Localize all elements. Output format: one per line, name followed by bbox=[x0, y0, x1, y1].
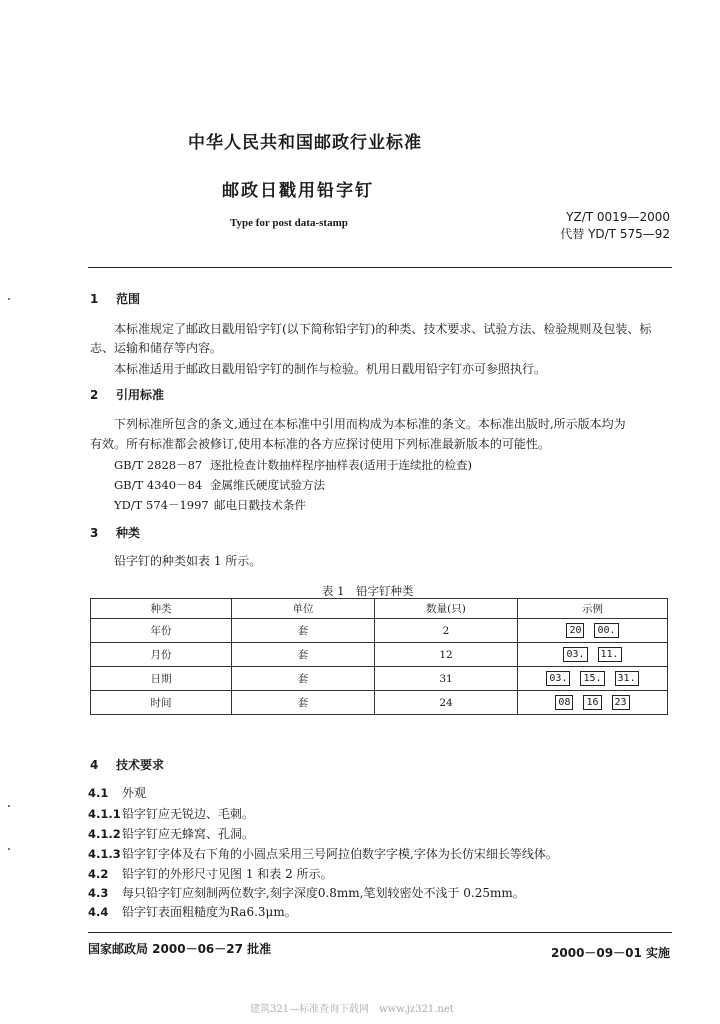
section-number: 1 bbox=[90, 292, 99, 306]
table-row bbox=[91, 667, 668, 691]
table-header-cell: 示例 bbox=[518, 599, 668, 619]
section-3-heading bbox=[90, 524, 140, 541]
table-header-cell: 种类 bbox=[91, 599, 232, 619]
clause-text: 铅字钉应无蜂窝、孔洞。 bbox=[122, 827, 255, 841]
clause-text: 铅字钉表面粗糙度为Ra6.3μm。 bbox=[122, 905, 297, 919]
effective-date: 2000－09－01 实施 bbox=[551, 946, 670, 960]
section-1-para-2: 本标准适用于邮政日戳用铅字钉的制作与检验。机用日戳用铅字钉亦可参照执行。 bbox=[114, 362, 547, 376]
scan-speck bbox=[8, 298, 10, 300]
section-2-para-1b: 有效。所有标准都会被修订,使用本标准的各方应探讨使用下列标准最新版本的可能性。 bbox=[90, 437, 550, 451]
table-header-cell: 单位 bbox=[232, 599, 375, 619]
clause-number: 4.1 bbox=[88, 786, 109, 800]
clause-text: 铅字钉应无锐边、毛刺。 bbox=[122, 807, 255, 821]
section-1-para-1a: 本标准规定了邮政日戳用铅字钉(以下简称铅字钉)的种类、技术要求、试验方法、检验规则及包装、标 bbox=[114, 322, 652, 336]
section-2-para-1a: 下列标准所包含的条文,通过在本标准中引用而构成为本标准的条文。本标准出版时,所示版本均为 bbox=[114, 417, 626, 431]
clause-text: 外观 bbox=[122, 786, 147, 800]
table-header-cell: 数量(只) bbox=[375, 599, 518, 619]
reference-item bbox=[114, 477, 325, 493]
kind-cell: 月份 bbox=[91, 643, 232, 667]
type-stamp-example: 08 bbox=[555, 695, 573, 710]
clause-number: 4.1.3 bbox=[88, 847, 121, 861]
type-stamp-example: 03. bbox=[563, 647, 587, 662]
site-watermark: 建筑321—标准查询下载网 www.jz321.net bbox=[250, 1004, 454, 1015]
requirement-item bbox=[88, 884, 525, 901]
table-row bbox=[91, 619, 668, 643]
reference-name: 金属维氏硬度试验方法 bbox=[210, 478, 325, 492]
section-3-para-1: 铅字钉的种类如表 1 所示。 bbox=[114, 554, 262, 568]
kind-cell: 年份 bbox=[91, 619, 232, 643]
scan-speck bbox=[8, 805, 10, 807]
type-stamp-example: 15. bbox=[580, 671, 604, 686]
reference-name: 邮电日戳技术条件 bbox=[214, 498, 306, 512]
clause-number: 4.4 bbox=[88, 905, 109, 919]
requirement-item bbox=[88, 784, 146, 801]
section-number: 2 bbox=[90, 388, 99, 402]
section-1-para-1b: 志、运输和储存等内容。 bbox=[90, 341, 223, 355]
approval-date: 国家邮政局 2000－06－27 批准 bbox=[88, 942, 272, 956]
example-cell bbox=[518, 619, 668, 643]
requirement-item bbox=[88, 845, 558, 862]
section-title: 范围 bbox=[116, 292, 141, 306]
standard-number-block bbox=[560, 209, 670, 243]
qty-cell: 24 bbox=[375, 691, 518, 715]
scan-speck bbox=[8, 848, 10, 850]
type-stamp-example: 23 bbox=[612, 695, 630, 710]
section-2-heading bbox=[90, 386, 164, 403]
issuing-body: 中华人民共和国邮政行业标准 bbox=[188, 133, 422, 153]
qty-cell: 12 bbox=[375, 643, 518, 667]
section-number: 4 bbox=[90, 758, 99, 772]
qty-cell: 2 bbox=[375, 619, 518, 643]
unit-cell: 套 bbox=[232, 619, 375, 643]
qty-cell: 31 bbox=[375, 667, 518, 691]
example-cell bbox=[518, 691, 668, 715]
clause-number: 4.1.2 bbox=[88, 827, 121, 841]
requirement-item bbox=[88, 865, 333, 882]
clause-number: 4.2 bbox=[88, 867, 109, 881]
kind-cell: 时间 bbox=[91, 691, 232, 715]
table-row bbox=[91, 643, 668, 667]
reference-name: 逐批检查计数抽样程序抽样表(适用于连续批的检查) bbox=[210, 458, 472, 472]
unit-cell: 套 bbox=[232, 691, 375, 715]
section-number: 3 bbox=[90, 526, 99, 540]
reference-code: GB/T 2828－87 bbox=[114, 458, 203, 472]
example-cell bbox=[518, 667, 668, 691]
clause-number: 4.3 bbox=[88, 886, 109, 900]
requirement-item bbox=[88, 805, 254, 822]
table-1 bbox=[90, 598, 668, 715]
reference-code: YD/T 574－1997 bbox=[114, 498, 209, 512]
table-row bbox=[91, 691, 668, 715]
document-title: 邮政日戳用铅字钉 bbox=[222, 181, 374, 201]
clause-text: 铅字钉的外形尺寸见图 1 和表 2 所示。 bbox=[122, 867, 333, 881]
table-1-caption: 表 1 铅字钉种类 bbox=[322, 584, 414, 598]
header-rule bbox=[88, 267, 672, 268]
table-header-row bbox=[91, 599, 668, 619]
section-title: 技术要求 bbox=[116, 758, 165, 772]
type-stamp-example: 20 bbox=[566, 623, 584, 638]
unit-cell: 套 bbox=[232, 667, 375, 691]
standard-number: YZ/T 0019—2000 bbox=[566, 210, 670, 224]
clause-number: 4.1.1 bbox=[88, 807, 121, 821]
unit-cell: 套 bbox=[232, 643, 375, 667]
section-1-heading bbox=[90, 290, 140, 307]
example-cell bbox=[518, 643, 668, 667]
document-title-english: Type for post data-stamp bbox=[230, 217, 348, 229]
type-stamp-example: 00. bbox=[594, 623, 618, 638]
reference-item bbox=[114, 497, 306, 513]
requirement-item bbox=[88, 903, 297, 920]
type-stamp-example: 31. bbox=[615, 671, 639, 686]
type-stamp-example: 11. bbox=[598, 647, 622, 662]
section-4-heading bbox=[90, 756, 164, 773]
type-stamp-example: 16 bbox=[583, 695, 601, 710]
clause-text: 每只铅字钉应刻制两位数字,刻字深度0.8mm,笔划较密处不浅于 0.25mm。 bbox=[122, 886, 525, 900]
reference-item bbox=[114, 457, 472, 473]
requirement-item bbox=[88, 825, 254, 842]
reference-code: GB/T 4340－84 bbox=[114, 478, 203, 492]
replaces-standard: 代替 YD/T 575—92 bbox=[560, 227, 670, 241]
section-title: 种类 bbox=[116, 526, 141, 540]
kind-cell: 日期 bbox=[91, 667, 232, 691]
clause-text: 铅字钉字体及右下角的小圆点采用三号阿拉伯数字字模,字体为长仿宋细长等线体。 bbox=[122, 847, 558, 861]
type-stamp-example: 03. bbox=[546, 671, 570, 686]
section-title: 引用标准 bbox=[116, 388, 165, 402]
footer-rule bbox=[88, 932, 672, 933]
